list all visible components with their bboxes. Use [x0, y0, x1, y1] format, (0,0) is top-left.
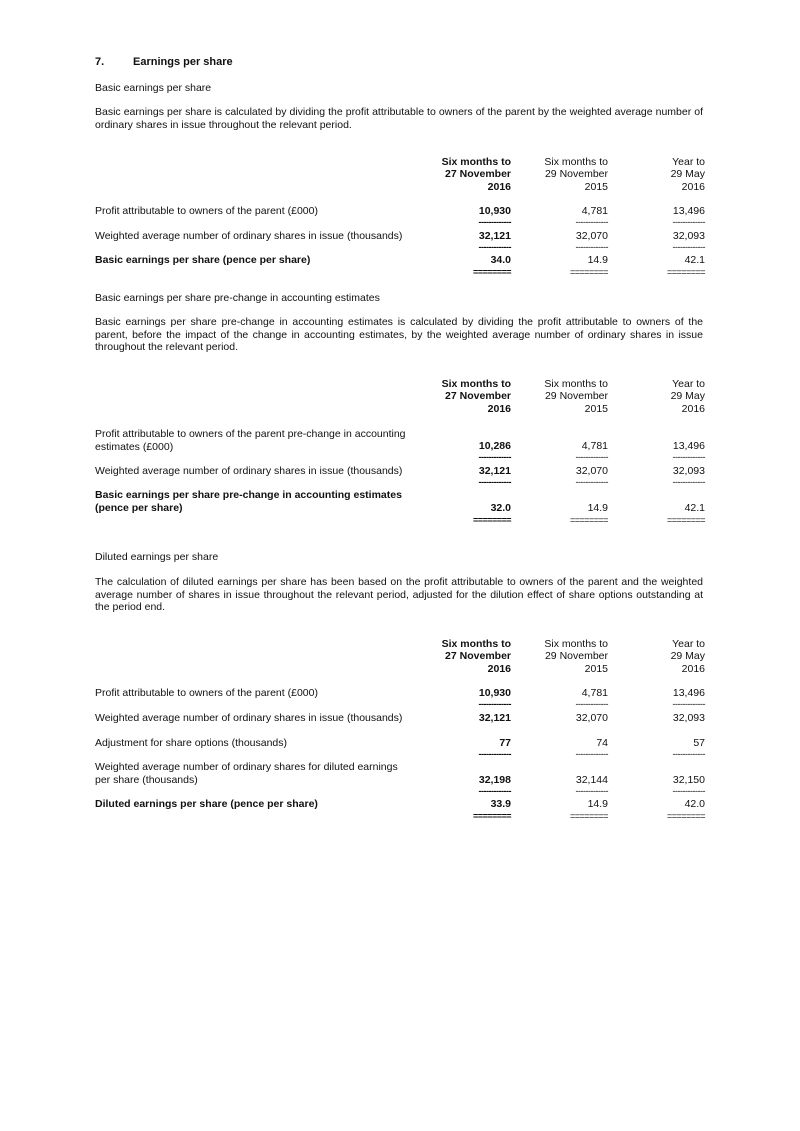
- basic-row-shares-v3: 32,093: [672, 230, 705, 242]
- prechange-row-shares-label: Weighted average number of ordinary shares in issue (thousands): [95, 465, 403, 477]
- prechange-row-eps-label: Basic earnings per share pre-change in accounting estimates (pence per share): [95, 489, 402, 514]
- basic-subheading: Basic earnings per share: [95, 82, 212, 94]
- section-title: Earnings per share: [133, 56, 233, 68]
- underline: -------------: [478, 242, 511, 252]
- basic-paragraph: Basic earnings per share is calculated by dividing the profit attributable to owners of the parent by the weighted average number of ordinary shares in issue throughout the relevant period.: [95, 106, 703, 131]
- basic-row-profit-label: Profit attributable to owners of the parent (£000): [95, 205, 318, 217]
- underline: -------------: [478, 452, 511, 462]
- prechange-paragraph: Basic earnings per share pre-change in accounting estimates is calculated by dividing the profit attributable to owners of the parent, before the impact of the change in accounting estimates, by the weighted average number of ordinary shares in issue throughout the relevant period.: [95, 316, 703, 353]
- basic-row-profit-v3: 13,496: [672, 205, 705, 217]
- diluted-row-shares-v1: 32,121: [478, 712, 511, 724]
- basic-col2-header: Six months to 29 November 2015: [544, 156, 608, 193]
- double-underline: ========: [569, 811, 608, 821]
- prechange-subheading: Basic earnings per share pre-change in accounting estimates: [95, 292, 380, 304]
- prechange-col2-header: Six months to 29 November 2015: [544, 378, 608, 415]
- basic-row-shares-v2: 32,070: [575, 230, 608, 242]
- prechange-col1-header: Six months to 27 November 2016: [441, 378, 511, 415]
- diluted-row-shares-label: Weighted average number of ordinary shares in issue (thousands): [95, 712, 403, 724]
- underline: -------------: [672, 242, 705, 252]
- diluted-row-eps-v1: 33.9: [490, 798, 511, 810]
- underline: -------------: [575, 477, 608, 487]
- diluted-subheading: Diluted earnings per share: [95, 551, 219, 563]
- prechange-row-shares-v2: 32,070: [575, 465, 608, 477]
- underline: -------------: [575, 242, 608, 252]
- prechange-row-profit-label: Profit attributable to owners of the parent pre-change in accounting estimates (£000): [95, 428, 406, 453]
- double-underline: ========: [666, 267, 705, 277]
- prechange-row-profit-v1: 10,286: [478, 440, 511, 452]
- diluted-row-options-v2: 74: [596, 737, 608, 749]
- underline: -------------: [478, 477, 511, 487]
- diluted-row-weighted-v2: 32,144: [575, 774, 608, 786]
- basic-row-shares-v1: 32,121: [478, 230, 511, 242]
- prechange-row-eps-v1: 32.0: [490, 502, 511, 514]
- underline: -------------: [478, 749, 511, 759]
- diluted-row-weighted-label: Weighted average number of ordinary shares for diluted earnings per share (thousands): [95, 761, 398, 786]
- diluted-row-profit-v1: 10,930: [478, 687, 511, 699]
- diluted-row-profit-v3: 13,496: [672, 687, 705, 699]
- underline: -------------: [672, 477, 705, 487]
- double-underline: ========: [666, 515, 705, 525]
- underline: -------------: [672, 452, 705, 462]
- section-heading: [95, 56, 233, 68]
- diluted-row-weighted-v3: 32,150: [672, 774, 705, 786]
- diluted-row-profit-v2: 4,781: [581, 687, 608, 699]
- diluted-col3-header: Year to 29 May 2016: [670, 638, 705, 675]
- underline: -------------: [672, 749, 705, 759]
- prechange-row-profit-v2: 4,781: [581, 440, 608, 452]
- prechange-row-eps-v3: 42.1: [684, 502, 705, 514]
- diluted-col2-header: Six months to 29 November 2015: [544, 638, 608, 675]
- underline: -------------: [575, 452, 608, 462]
- underline: -------------: [478, 786, 511, 796]
- underline: -------------: [478, 217, 511, 227]
- diluted-row-eps-label: Diluted earnings per share (pence per share): [95, 798, 318, 810]
- basic-col1-header: Six months to 27 November 2016: [441, 156, 511, 193]
- double-underline: ========: [472, 267, 511, 277]
- diluted-paragraph: The calculation of diluted earnings per share has been based on the profit attributable to owners of the parent and the weighted average number of shares in issue throughout the relevant period, adjusted for the dilution effect of share options outstanding at the period end.: [95, 576, 703, 613]
- underline: -------------: [478, 699, 511, 709]
- diluted-row-eps-v2: 14.9: [587, 798, 608, 810]
- basic-row-eps-v2: 14.9: [587, 254, 608, 266]
- diluted-row-eps-v3: 42.0: [684, 798, 705, 810]
- basic-row-shares-label: Weighted average number of ordinary shares in issue (thousands): [95, 230, 403, 242]
- diluted-row-shares-v3: 32,093: [672, 712, 705, 724]
- diluted-row-options-v1: 77: [499, 737, 511, 749]
- underline: -------------: [575, 699, 608, 709]
- double-underline: ========: [472, 515, 511, 525]
- basic-row-profit-v2: 4,781: [581, 205, 608, 217]
- prechange-col3-header: Year to 29 May 2016: [670, 378, 705, 415]
- diluted-row-weighted-v1: 32,198: [478, 774, 511, 786]
- basic-col3-header: Year to 29 May 2016: [670, 156, 705, 193]
- prechange-row-eps-v2: 14.9: [587, 502, 608, 514]
- basic-row-eps-label: Basic earnings per share (pence per share): [95, 254, 311, 266]
- underline: -------------: [672, 217, 705, 227]
- diluted-row-options-v3: 57: [693, 737, 705, 749]
- diluted-row-options-label: Adjustment for share options (thousands): [95, 737, 288, 749]
- underline: -------------: [575, 749, 608, 759]
- underline: -------------: [575, 217, 608, 227]
- prechange-row-profit-v3: 13,496: [672, 440, 705, 452]
- diluted-row-profit-label: Profit attributable to owners of the parent (£000): [95, 687, 318, 699]
- underline: -------------: [575, 786, 608, 796]
- basic-row-eps-v3: 42.1: [684, 254, 705, 266]
- double-underline: ========: [666, 811, 705, 821]
- diluted-row-shares-v2: 32,070: [575, 712, 608, 724]
- double-underline: ========: [569, 515, 608, 525]
- basic-row-eps-v1: 34.0: [490, 254, 511, 266]
- underline: -------------: [672, 699, 705, 709]
- double-underline: ========: [472, 811, 511, 821]
- prechange-row-shares-v3: 32,093: [672, 465, 705, 477]
- prechange-row-shares-v1: 32,121: [478, 465, 511, 477]
- diluted-col1-header: Six months to 27 November 2016: [441, 638, 511, 675]
- basic-row-profit-v1: 10,930: [478, 205, 511, 217]
- section-number: 7.: [95, 56, 105, 68]
- underline: -------------: [672, 786, 705, 796]
- double-underline: ========: [569, 267, 608, 277]
